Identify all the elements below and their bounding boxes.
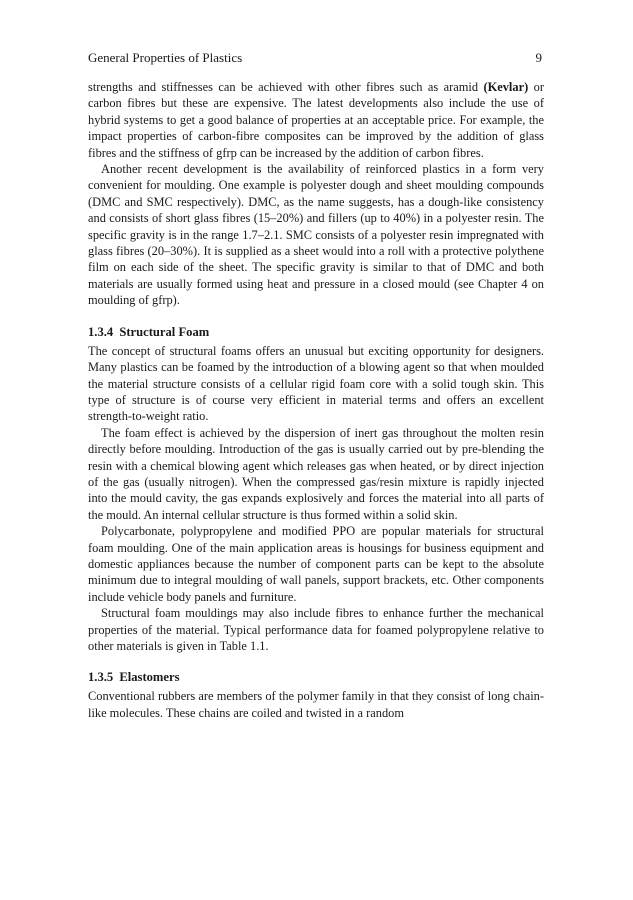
paragraph-fibres-text-1: strengths and stiffnesses can be achieved with other fibres such as aramid — [88, 80, 479, 94]
section-number: 1.3.5 — [88, 670, 114, 685]
running-head-title: General Properties of Plastics — [88, 50, 243, 65]
paragraph-foam-concept: The concept of structural foams offers an unusual but exciting opportunity for designers. Many plastics can be foamed by the introduction of a blowing agent so that when moulded the material structure consists of a cellular rigid foam core with a solid tough skin. This type of structure is of course very efficient in material terms and offers an excellent strength-to-weight ratio. — [88, 343, 544, 424]
paragraph-dmc-smc: Another recent development is the availability of reinforced plastics in a form very convenient for moulding. One example is polyester dough and sheet moulding compounds (DMC and SMC respectively). DMC, as the name suggests, has a dough-like consistency and consists of short glass fibres (15–20%) and fillers (up to 40%) in a polyester resin. The specific gravity is in the range 1.7–2.1. SMC consists of a polyester resin impregnated with glass fibres (20–30%). It is supplied as a sheet would into a roll with a protective polythene film on each side of the sheet. The specific gravity is similar to that of DMC and both materials are usually formed using heat and pressure in a closed mould (see Chapter 4 on moulding of gfrp). — [88, 162, 544, 308]
section-title: Structural Foam — [119, 324, 210, 339]
section-number: 1.3.4 — [88, 324, 114, 339]
section-heading-elastomers — [88, 669, 544, 685]
kevlar-bold-term: (Kevlar) — [483, 80, 529, 94]
paragraph-fibres-text-2: or carbon fibres but these are expensive. The latest developments also include the use of hybrid systems to get a good balance of properties at an acceptable price. For example, the impact properties of carbon-fibre composites can be improved by the addition of glass fibres and the stiffness of gfrp can be increased by the addition of carbon fibres. — [88, 80, 544, 160]
running-head — [88, 50, 544, 66]
paragraph-foam-materials: Polycarbonate, polypropylene and modified PPO are popular materials for structural foam moulding. One of the main application areas is housings for business equipment and domestic appliances because the number of component parts can be kept to the absolute minimum due to integral moulding of wall panels, support brackets, etc. Other components include vehicle body panels and furniture. — [88, 524, 544, 604]
section-heading-structural-foam — [88, 324, 544, 340]
paragraph-elastomers: Conventional rubbers are members of the polymer family in that they consist of long chain-like molecules. These chains are coiled and twisted in a random — [88, 689, 544, 720]
paragraph-foam-fibres: Structural foam mouldings may also include fibres to enhance further the mechanical properties of the material. Typical performance data for foamed polypropylene relative to other materials is given in Table 1.1. — [88, 606, 544, 653]
document-page — [88, 50, 544, 721]
section-title: Elastomers — [119, 670, 180, 685]
paragraph-foam-effect: The foam effect is achieved by the dispersion of inert gas throughout the molten resin directly before moulding. Introduction of the gas is usually carried out by pre-blending the resin with a chemical blowing agent which releases gas when heated, or by direct injection of the gas (usually nitrogen). When the compressed gas/resin mixture is rapidly injected into the mould cavity, the gas expands explosively and forces the material into all parts of the mould. An internal cellular structure is thus formed within a solid skin. — [88, 425, 544, 522]
page-number: 9 — [535, 50, 542, 65]
paragraph-fibres — [88, 79, 544, 161]
